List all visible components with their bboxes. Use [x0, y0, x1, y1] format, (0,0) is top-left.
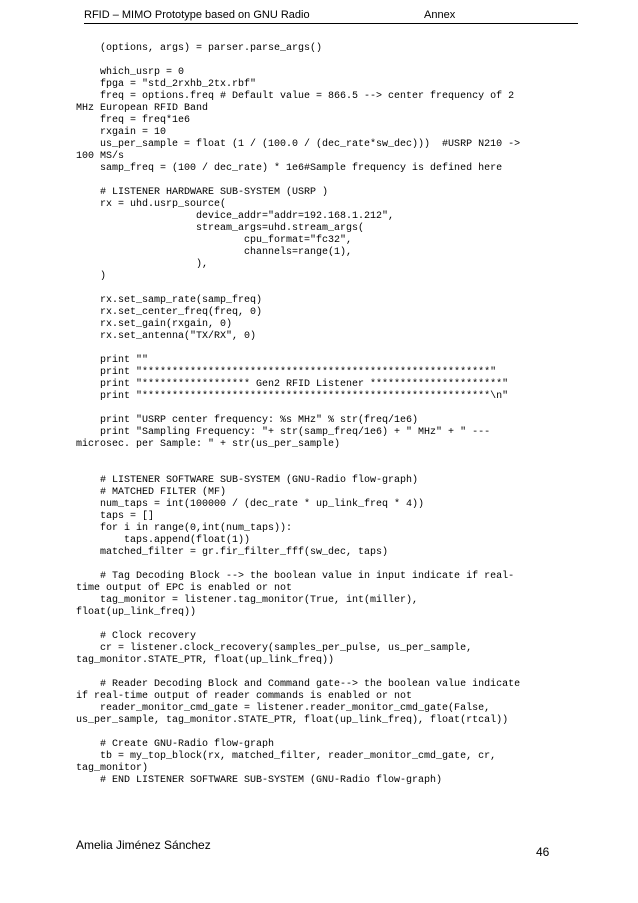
code-line: [76, 343, 576, 355]
page-number: 46: [536, 845, 550, 859]
code-line: samp_freq = (100 / dec_rate) * 1e6#Sample frequency is defined here: [76, 163, 503, 174]
code-line: # LISTENER HARDWARE SUB-SYSTEM (USRP ): [76, 187, 329, 198]
code-line: print "USRP center frequency: %s MHz" % str(freq/1e6): [76, 415, 419, 426]
code-line: [76, 463, 576, 475]
code-line: # LISTENER SOFTWARE SUB-SYSTEM (GNU-Radio flow-graph): [76, 475, 419, 486]
code-line: cr = listener.clock_recovery(samples_per_pulse, us_per_sample,: [76, 643, 473, 654]
header-title: RFID – MIMO Prototype based on GNU Radio: [84, 9, 310, 21]
code-line: if real-time output of reader commands is enabled or not: [76, 691, 413, 702]
code-line: for i in range(0,int(num_taps)):: [76, 523, 293, 534]
code-line: print "**********************************************************\n": [76, 391, 509, 402]
code-line: device_addr="addr=192.168.1.212",: [76, 211, 395, 222]
code-line: rx.set_gain(rxgain, 0): [76, 319, 233, 330]
code-line: ): [76, 271, 107, 282]
code-line: taps = []: [76, 511, 155, 522]
code-line: MHz European RFID Band: [76, 103, 209, 114]
code-line: reader_monitor_cmd_gate = listener.reader_monitor_cmd_gate(False,: [76, 703, 491, 714]
header-section: Annex: [424, 9, 456, 21]
code-line: float(up_link_freq)): [76, 607, 197, 618]
code-line: cpu_format="fc32",: [76, 235, 353, 246]
code-line: which_usrp = 0: [76, 67, 185, 78]
code-line: us_per_sample, tag_monitor.STATE_PTR, float(up_link_freq), float(rtcal)): [76, 715, 509, 726]
code-line: [76, 403, 576, 415]
code-line: rx.set_samp_rate(samp_freq): [76, 295, 263, 306]
code-line: print "****************** Gen2 RFID Listener **********************": [76, 379, 509, 390]
code-line: matched_filter = gr.fir_filter_fff(sw_dec, taps): [76, 547, 389, 558]
code-line: rxgain = 10: [76, 127, 167, 138]
page-header: [84, 9, 578, 24]
code-line: taps.append(float(1)): [76, 535, 251, 546]
code-line: tb = my_top_block(rx, matched_filter, reader_monitor_cmd_gate, cr,: [76, 751, 497, 762]
code-line: [76, 175, 576, 187]
code-line: rx = uhd.usrp_source(: [76, 199, 227, 210]
code-line: channels=range(1),: [76, 247, 353, 258]
code-line: freq = freq*1e6: [76, 115, 191, 126]
code-line: # Clock recovery: [76, 631, 197, 642]
footer-author: Amelia Jiménez Sánchez: [76, 838, 211, 852]
code-line: microsec. per Sample: " + str(us_per_sample): [76, 439, 341, 450]
code-line: (options, args) = parser.parse_args(): [76, 43, 323, 54]
code-line: tag_monitor = listener.tag_monitor(True, int(miller),: [76, 595, 419, 606]
code-line: stream_args=uhd.stream_args(: [76, 223, 365, 234]
code-line: fpga = "std_2rxhb_2tx.rbf": [76, 79, 257, 90]
code-line: # MATCHED FILTER (MF): [76, 487, 227, 498]
code-line: num_taps = int(100000 / (dec_rate * up_link_freq * 4)): [76, 499, 425, 510]
code-line: tag_monitor): [76, 763, 149, 774]
code-line: print "Sampling Frequency: "+ str(samp_freq/1e6) + " MHz" + " ---: [76, 427, 491, 438]
code-line: [76, 667, 576, 679]
code-line: # Reader Decoding Block and Command gate--> the boolean value indicate: [76, 679, 521, 690]
code-line: print "**********************************************************": [76, 367, 497, 378]
code-line: time output of EPC is enabled or not: [76, 583, 293, 594]
code-line: [76, 727, 576, 739]
code-line: rx.set_antenna("TX/RX", 0): [76, 331, 257, 342]
code-line: [76, 559, 576, 571]
code-line: [76, 619, 576, 631]
code-line: print "": [76, 355, 149, 366]
code-line: rx.set_center_freq(freq, 0): [76, 307, 263, 318]
code-listing: [76, 43, 576, 787]
code-line: [76, 451, 576, 463]
code-line: # Tag Decoding Block --> the boolean value in input indicate if real-: [76, 571, 515, 582]
code-line: 100 MS/s: [76, 151, 125, 162]
code-line: # END LISTENER SOFTWARE SUB-SYSTEM (GNU-Radio flow-graph): [76, 775, 443, 786]
code-line: freq = options.freq # Default value = 866.5 --> center frequency of 2: [76, 91, 515, 102]
code-line: # Create GNU-Radio flow-graph: [76, 739, 275, 750]
code-line: ),: [76, 259, 209, 270]
code-line: us_per_sample = float (1 / (100.0 / (dec_rate*sw_dec))) #USRP N210 ->: [76, 139, 521, 150]
code-line: tag_monitor.STATE_PTR, float(up_link_freq)): [76, 655, 335, 666]
code-line: [76, 283, 576, 295]
code-line: [76, 55, 576, 67]
